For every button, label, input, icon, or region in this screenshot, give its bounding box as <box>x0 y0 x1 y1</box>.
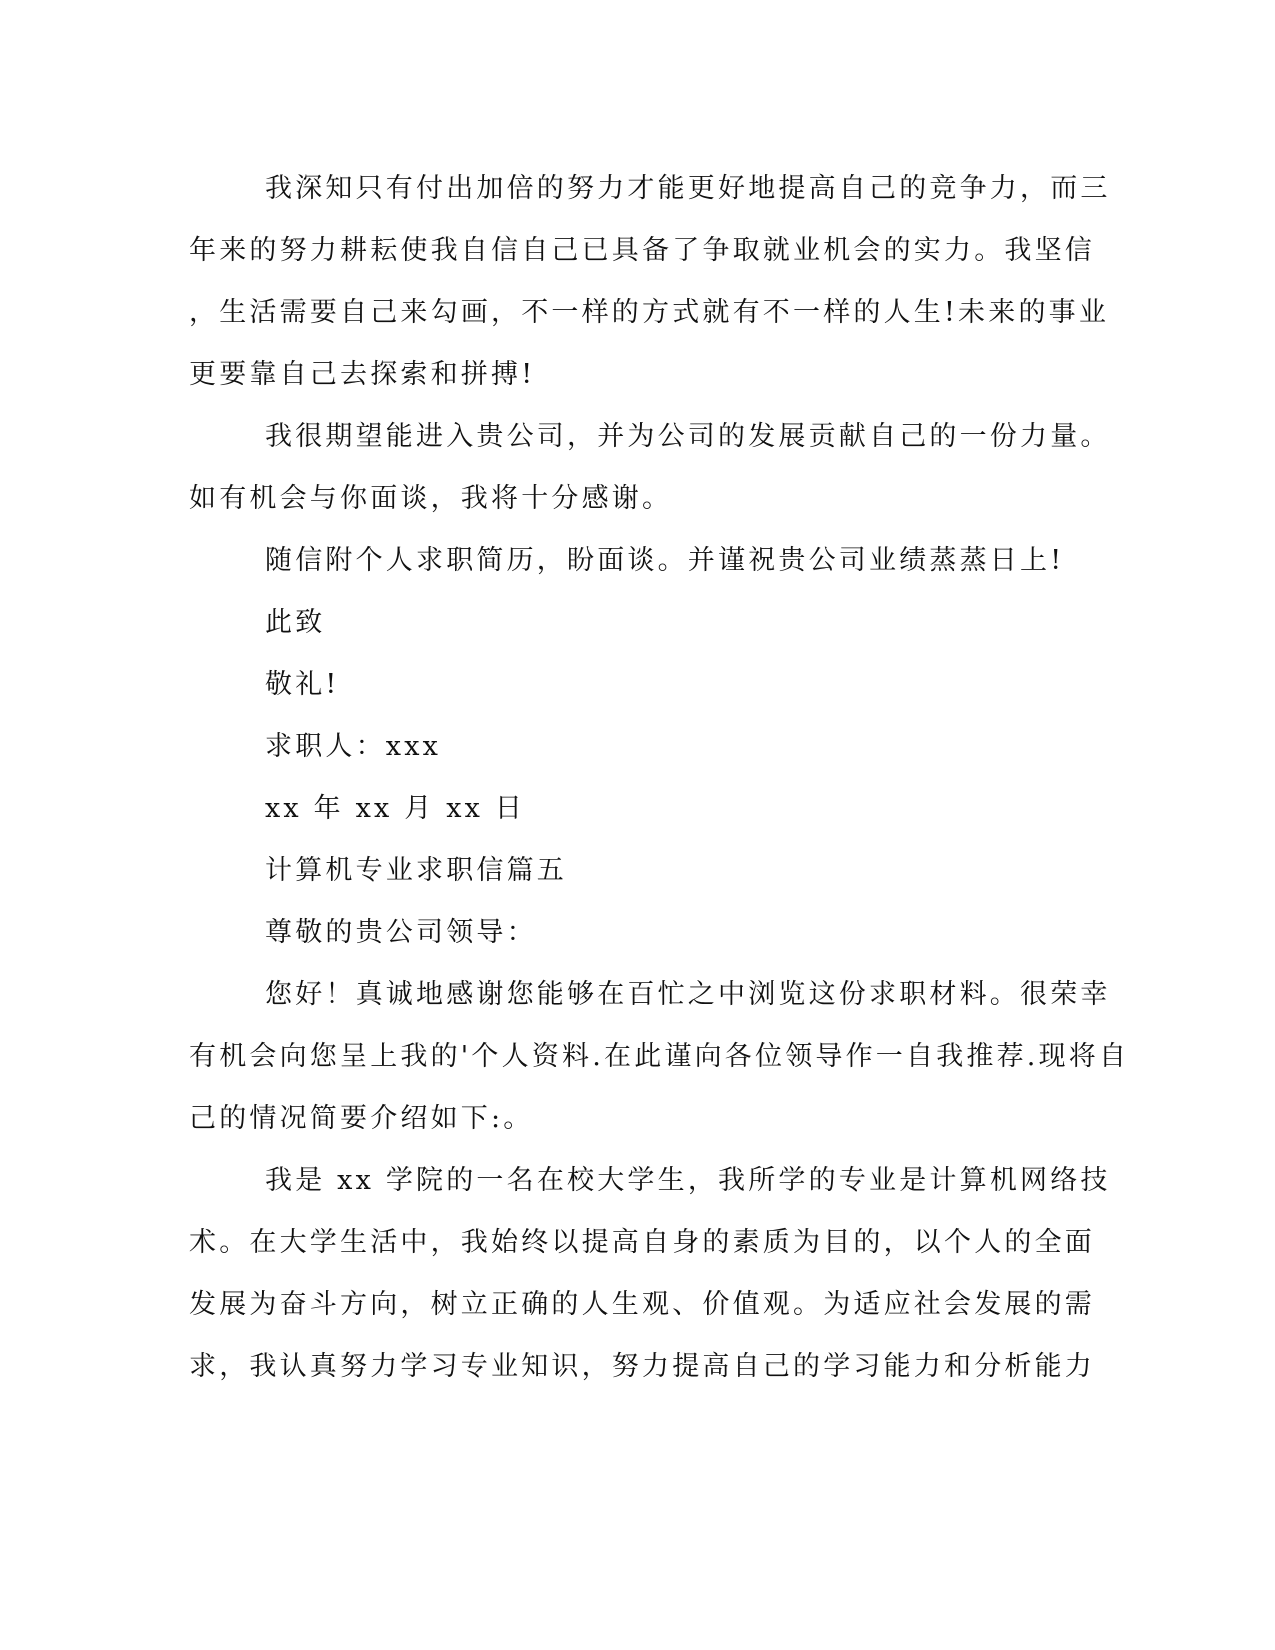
text-line: 我深知只有付出加倍的努力才能更好地提高自己的竞争力，而三 <box>265 173 1111 204</box>
text-line: 您好！真诚地感谢您能够在百忙之中浏览这份求职材料。很荣幸 <box>265 979 1111 1010</box>
text-line: 随信附个人求职简历，盼面谈。并谨祝贵公司业绩蒸蒸日上! <box>265 545 1065 576</box>
text-line: 术。在大学生活中，我始终以提高自身的素质为目的，以个人的全面 <box>189 1227 1095 1258</box>
text-line: 如有机会与你面谈，我将十分感谢。 <box>189 483 673 514</box>
text-line: 发展为奋斗方向，树立正确的人生观、价值观。为适应社会发展的需 <box>189 1289 1095 1320</box>
applicant-line: 求职人：xxx <box>265 731 442 762</box>
text-line: ，生活需要自己来勾画，不一样的方式就有不一样的人生!未来的事业 <box>189 297 1110 328</box>
text-line: 己的情况简要介绍如下:。 <box>189 1103 534 1134</box>
closing-line: 敬礼! <box>265 669 340 700</box>
letter-body <box>189 158 1130 1398</box>
date-line: xx 年 xx 月 xx 日 <box>265 793 526 824</box>
text-line: 年来的努力耕耘使我自信自己已具备了争取就业机会的实力。我坚信 <box>189 235 1095 266</box>
salutation-line: 此致 <box>265 607 326 638</box>
greeting-line: 尊敬的贵公司领导： <box>265 917 537 948</box>
text-line: 有机会向您呈上我的'个人资料.在此谨向各位领导作一自我推荐.现将自 <box>189 1041 1130 1072</box>
text-line: 更要靠自己去探索和拼搏! <box>189 359 536 390</box>
section-heading: 计算机专业求职信篇五 <box>265 855 567 886</box>
text-line: 我很期望能进入贵公司，并为公司的发展贡献自己的一份力量。 <box>265 421 1111 452</box>
text-line: 求，我认真努力学习专业知识，努力提高自己的学习能力和分析能力 <box>189 1351 1095 1382</box>
text-line: 我是 xx 学院的一名在校大学生，我所学的专业是计算机网络技 <box>265 1165 1111 1196</box>
